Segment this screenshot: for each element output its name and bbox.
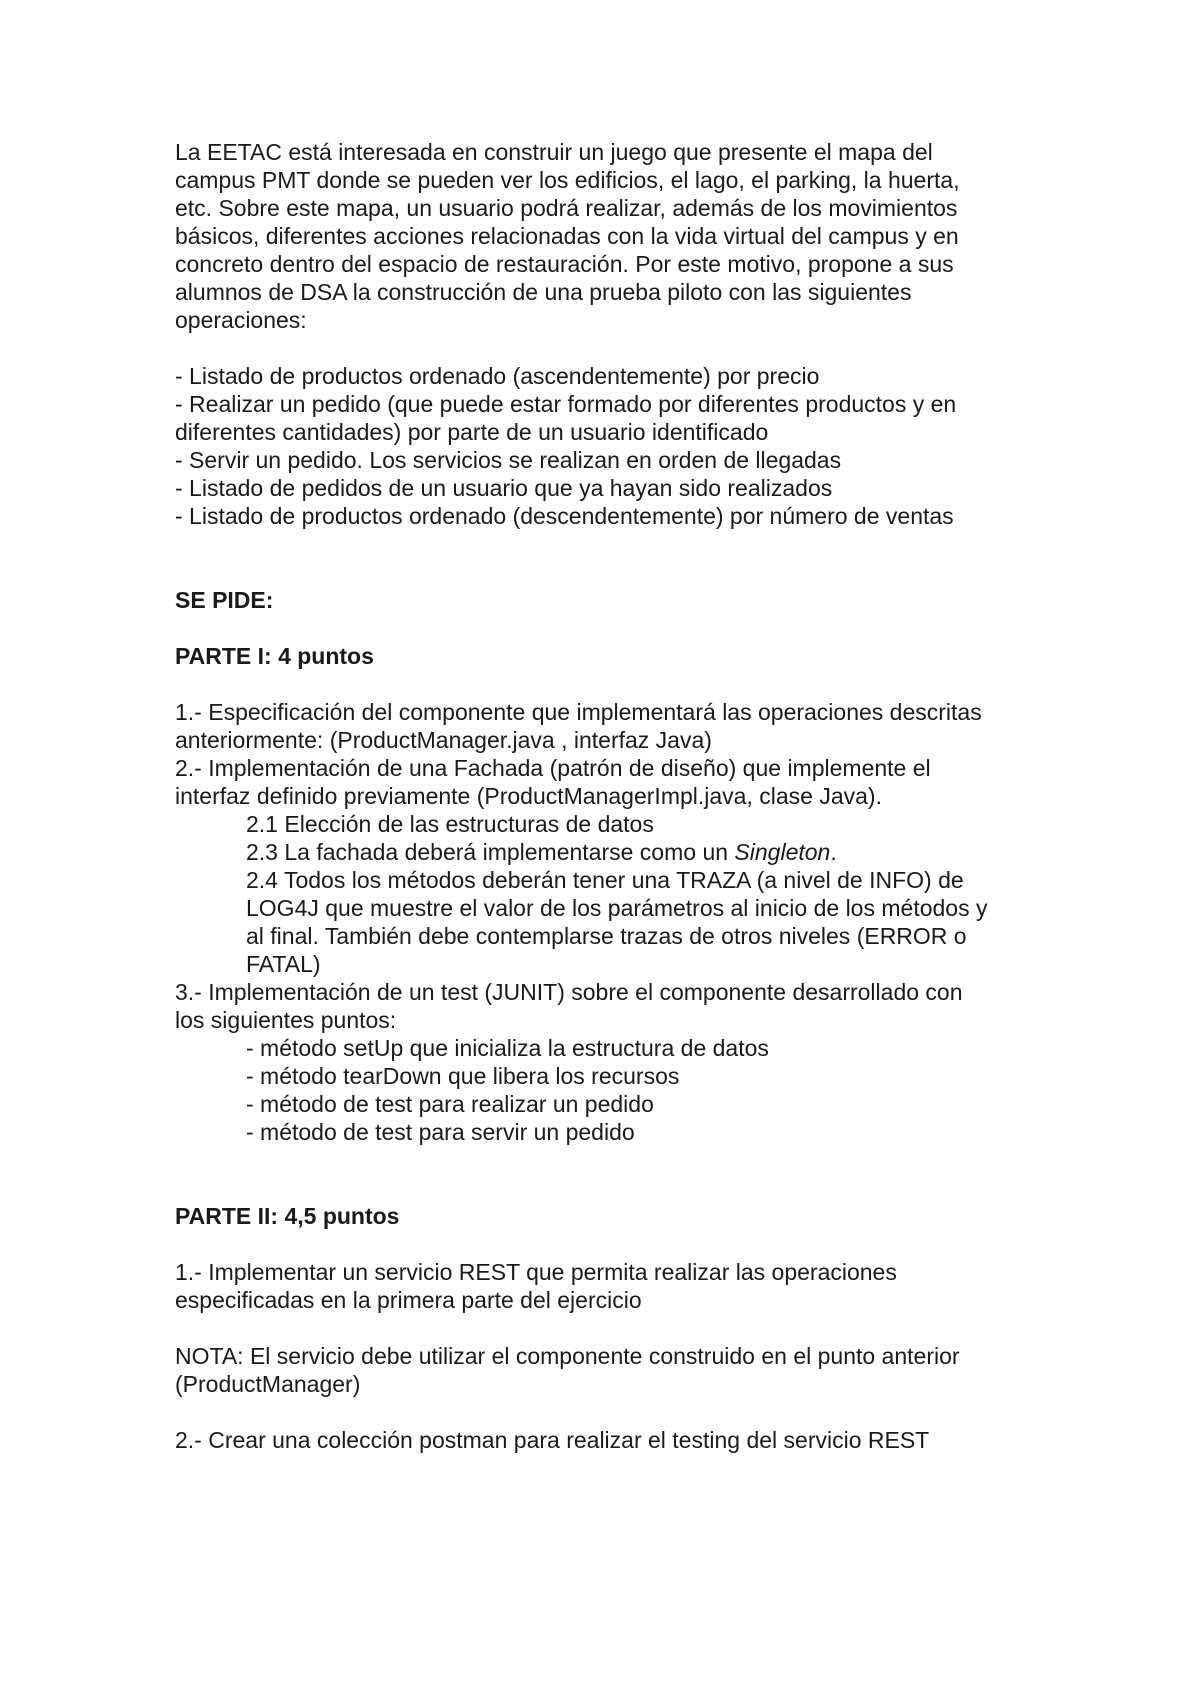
test-method-item: - método de test para realizar un pedido <box>246 1091 654 1117</box>
intro-paragraph <box>175 138 1075 334</box>
operation-item: - Listado de productos ordenado (descendentemente) por número de ventas <box>175 503 954 529</box>
document-page <box>175 138 1075 1454</box>
intro-line: La EETAC está interesada en construir un juego que presente el mapa del <box>175 139 933 165</box>
test-method-item: - método setUp que inicializa la estructura de datos <box>246 1035 769 1061</box>
sub-2-4-line: LOG4J que muestre el valor de los parámetros al inicio de los métodos y <box>246 895 988 921</box>
parte2-item2: 2.- Crear una colección postman para realizar el testing del servicio REST <box>175 1427 930 1453</box>
parte1-sub-2-4 <box>175 866 1075 978</box>
sub-2-3-period: . <box>830 839 837 865</box>
parte1-sub-3-list <box>175 1034 1075 1146</box>
parte1-item3 <box>175 978 1075 1034</box>
intro-line: etc. Sobre este mapa, un usuario podrá realizar, además de los movimientos <box>175 195 958 221</box>
operation-item: - Listado de pedidos de un usuario que ya hayan sido realizados <box>175 475 833 501</box>
nota-line: NOTA: El servicio debe utilizar el componente construido en el punto anterior <box>175 1343 960 1369</box>
sub-2-4-line: 2.4 Todos los métodos deberán tener una TRAZA (a nivel de INFO) de <box>246 867 964 893</box>
nota-line: (ProductManager) <box>175 1371 361 1397</box>
parte1-item2-line: interfaz definido previamente (ProductManagerImpl.java, clase Java). <box>175 783 882 809</box>
parte1-sub-2-1: 2.1 Elección de las estructuras de datos <box>246 811 654 837</box>
intro-line: concreto dentro del espacio de restauración. Por este motivo, propone a sus <box>175 251 954 277</box>
test-method-item: - método tearDown que libera los recursos <box>246 1063 680 1089</box>
parte1-item3-line: 3.- Implementación de un test (JUNIT) sobre el componente desarrollado con <box>175 979 963 1005</box>
parte1-sub-2-3 <box>175 838 1075 866</box>
operation-item: diferentes cantidades) por parte de un usuario identificado <box>175 419 769 445</box>
operation-item: - Listado de productos ordenado (ascendentemente) por precio <box>175 363 820 389</box>
intro-line: operaciones: <box>175 307 307 333</box>
parte1-item3-line: los siguientes puntos: <box>175 1007 397 1033</box>
operations-list <box>175 362 1075 530</box>
intro-line: campus PMT donde se pueden ver los edificios, el lago, el parking, la huerta, <box>175 167 960 193</box>
parte2-title: PARTE II: 4,5 puntos <box>175 1203 400 1229</box>
parte1-item1-line: 1.- Especificación del componente que implementará las operaciones descritas <box>175 699 982 725</box>
se-pide-heading: SE PIDE: <box>175 587 274 613</box>
parte1-item2 <box>175 754 1075 810</box>
sub-2-3-text: 2.3 La fachada deberá implementarse como un <box>246 839 735 865</box>
parte2-nota <box>175 1342 1075 1398</box>
operation-item: - Realizar un pedido (que puede estar formado por diferentes productos y en <box>175 391 957 417</box>
parte1-item1-line: anteriormente: (ProductManager.java , interfaz Java) <box>175 727 712 753</box>
test-method-item: - método de test para servir un pedido <box>246 1119 635 1145</box>
sub-2-4-line: al final. También debe contemplarse trazas de otros niveles (ERROR o <box>246 923 967 949</box>
parte2-item1-line: 1.- Implementar un servicio REST que permita realizar las operaciones <box>175 1259 897 1285</box>
parte2-item1 <box>175 1258 1075 1314</box>
parte1-item1 <box>175 698 1075 754</box>
operation-item: - Servir un pedido. Los servicios se realizan en orden de llegadas <box>175 447 842 473</box>
parte1-title: PARTE I: 4 puntos <box>175 643 374 669</box>
parte1-item2-line: 2.- Implementación de una Fachada (patrón de diseño) que implemente el <box>175 755 931 781</box>
sub-2-4-line: FATAL) <box>246 951 321 977</box>
parte2-item1-line: especificadas en la primera parte del ejercicio <box>175 1287 642 1313</box>
intro-line: básicos, diferentes acciones relacionadas con la vida virtual del campus y en <box>175 223 959 249</box>
singleton-term: Singleton <box>734 839 831 865</box>
intro-line: alumnos de DSA la construcción de una prueba piloto con las siguientes <box>175 279 912 305</box>
